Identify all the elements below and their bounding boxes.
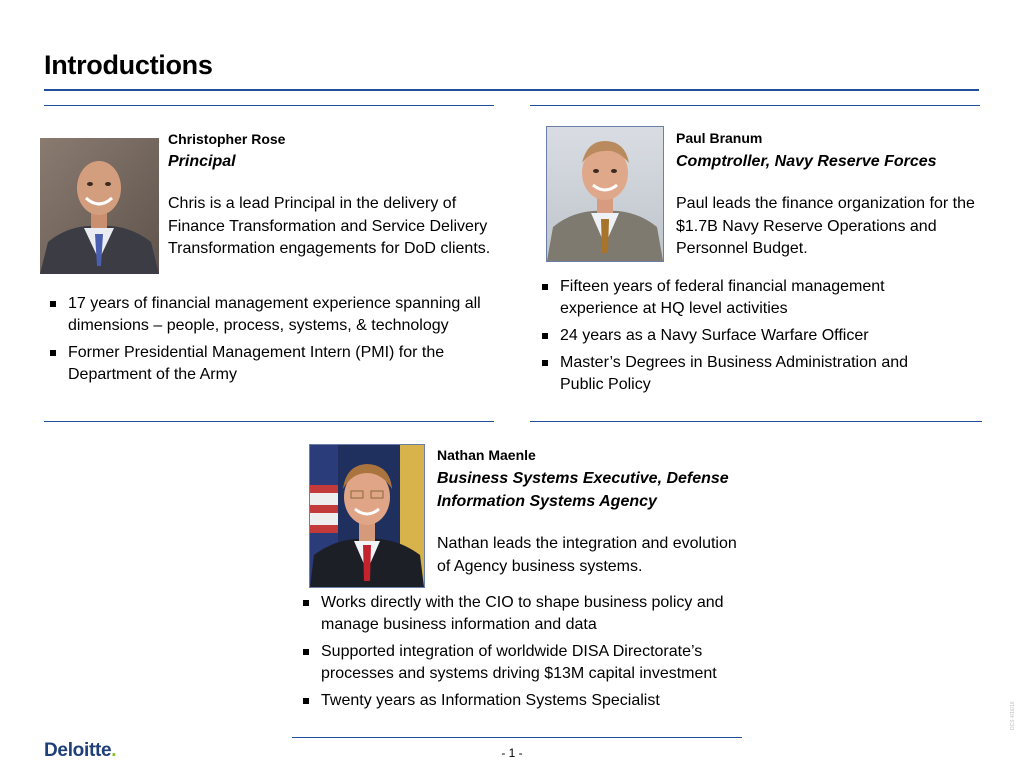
list-item: 17 years of financial management experience spanning all dimensions – people, process, systems, & technology — [45, 293, 500, 337]
christopher-rose-photo — [40, 138, 159, 274]
christopher-rose-bio — [168, 131, 498, 261]
right-top-divider — [530, 105, 980, 106]
list-item: Twenty years as Information Systems Specialist — [298, 690, 748, 712]
person-role: Business Systems Executive, Defense Information Systems Agency — [437, 470, 729, 510]
person-description: Paul leads the finance organization for the $1.7B Navy Reserve Operations and Personnel Budget. — [676, 195, 975, 257]
paul-branum-bullets — [537, 276, 937, 401]
paul-branum-photo — [546, 126, 664, 262]
left-top-divider — [44, 105, 494, 106]
page-number: - 1 - — [501, 746, 523, 760]
list-item: Works directly with the CIO to shape business policy and manage business information and data — [298, 592, 748, 636]
person-name: Christopher Rose — [168, 131, 286, 147]
list-item: Former Presidential Management Intern (PMI) for the Department of the Army — [45, 342, 500, 386]
list-item: Master’s Degrees in Business Administration and Public Policy — [537, 352, 937, 396]
person-name: Paul Branum — [676, 130, 763, 146]
person-description: Chris is a lead Principal in the delivery of Finance Transformation and Service Delivery Transformation engagements for DoD clients. — [168, 195, 491, 257]
footer-divider — [292, 737, 742, 738]
left-bottom-divider — [44, 421, 494, 422]
nathan-maenle-photo — [309, 444, 425, 588]
list-item: Supported integration of worldwide DISA Directorate’s processes and systems driving $13M capital investment — [298, 641, 748, 685]
document-code: DCS 4/16/16 — [1010, 701, 1016, 730]
right-bottom-divider — [530, 421, 982, 422]
logo-dot: . — [111, 740, 117, 761]
nathan-maenle-bullets — [298, 592, 748, 717]
person-description: Nathan leads the integration and evolution of Agency business systems. — [437, 535, 737, 575]
deloitte-logo — [44, 740, 116, 762]
person-name: Nathan Maenle — [437, 447, 536, 463]
paul-branum-bio — [676, 130, 1006, 261]
page-title: Introductions — [44, 50, 213, 80]
person-role: Comptroller, Navy Reserve Forces — [676, 153, 937, 170]
list-item: Fifteen years of federal financial management experience at HQ level activities — [537, 276, 937, 320]
title-underline — [44, 89, 979, 91]
nathan-maenle-bio — [437, 447, 777, 578]
person-role: Principal — [168, 153, 236, 170]
logo-text: Deloitte — [44, 740, 112, 761]
list-item: 24 years as a Navy Surface Warfare Officer — [537, 325, 937, 347]
christopher-rose-bullets — [45, 293, 500, 391]
